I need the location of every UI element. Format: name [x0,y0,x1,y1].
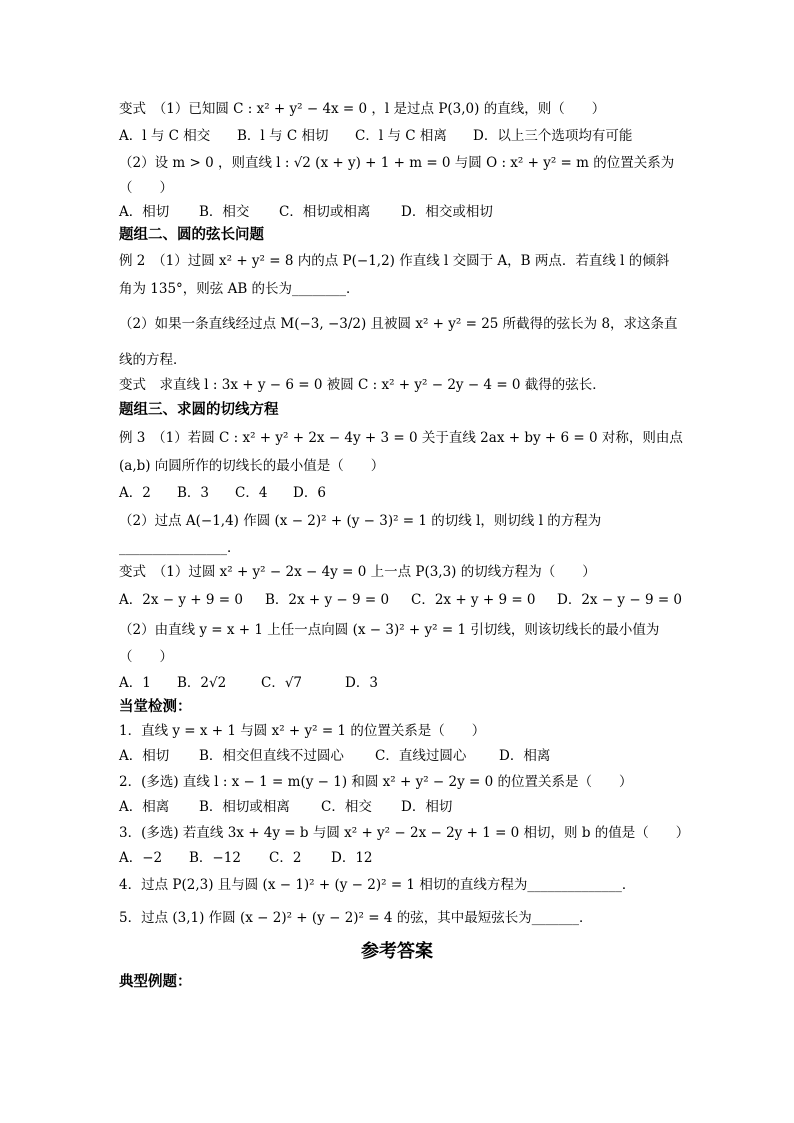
option-c: C．直线过圆心 [375,748,467,764]
answers-subheading: 典型例题： [119,974,192,990]
variant1-q1-options [119,126,632,146]
check-q2: 2．(多选) 直线 l : x − 1 = m(y − 1) 和圆 x² + y² − 2y = 0 的位置关系是（ ） [119,774,633,790]
option-a: A．2x − y + 9 = 0 [119,592,243,608]
example2-line1: 例 2 （1）过圆 x² + y² = 8 内的点 P(−1,2) 作直线 l 交圆于 A，B 两点．若直线 l 的倾斜 [119,253,670,269]
check-q2-options [119,797,452,817]
variant1-q1: 变式 （1）已知圆 C : x² + y² − 4x = 0 ，l 是过点 P(3,0) 的直线，则（ ） [119,101,606,117]
group2-heading: 题组二、圆的弦长问题 [119,227,264,243]
option-b: B．l 与 C 相切 [237,128,329,144]
example3-line2: (a,b) 向圆所作的切线长的最小值是（ ） [119,458,385,474]
option-d: D．6 [293,485,326,501]
group3-heading: 题组三、求圆的切线方程 [119,402,279,418]
option-b: B．−12 [189,850,241,866]
option-c: C．2x + y + 9 = 0 [411,592,536,608]
option-a: A．−2 [119,850,163,866]
answers-title: 参考答案 [361,941,433,962]
group3-variant-q1-options [119,590,682,610]
group2-variant: 变式 求直线 l : 3x + y − 6 = 0 被圆 C : x² + y² − 2y − 4 = 0 截得的弦长． [119,377,606,393]
example3-options [119,483,326,503]
option-a: A．相切 [119,748,170,764]
option-a: A．1 [119,675,151,691]
option-d: D．以上三个选项均有可能 [473,128,633,144]
option-a: A．相离 [119,799,170,815]
check-heading: 当堂检测： [119,699,192,715]
option-b: B．相切或相离 [199,799,290,815]
option-d: D．12 [331,850,373,866]
variant1-q2: （2）设 m > 0 ，则直线 l : √2 (x + y) + 1 + m = 0 与圆 O : x² + y² = m 的位置关系为 [119,155,675,171]
option-b: B．2x + y − 9 = 0 [265,592,390,608]
example3-line1: 例 3 （1）若圆 C : x² + y² + 2x − 4y + 3 = 0 关于直线 2ax + by + 6 = 0 对称，则由点 [119,430,683,446]
option-c: C．l 与 C 相离 [355,128,447,144]
option-a: A．2 [119,485,151,501]
variant1-q2-paren: （ ） [119,180,173,196]
check-q4: 4．过点 P(2,3) 且与圆 (x − 1)² + (y − 2)² = 1 相切的直线方程为______________． [119,877,636,893]
group3-variant-q2: （2）由直线 y = x + 1 上任一点向圆 (x − 3)² + y² = 1 引切线，则该切线长的最小值为 [119,622,660,638]
option-a: A．相切 [119,204,170,220]
option-d: D．相离 [499,748,551,764]
option-c: C．相切或相离 [279,204,371,220]
variant1-q2-options [119,202,493,222]
option-c: C．4 [235,485,268,501]
option-a: A．l 与 C 相交 [119,128,211,144]
example3-q2: （2）过点 A(−1,4) 作圆 (x − 2)² + (y − 3)² = 1 的切线 l，则切线 l 的方程为 [119,513,602,529]
option-d: D．相切 [401,799,453,815]
group3-variant-q2-options [119,673,378,693]
check-q1: 1．直线 y = x + 1 与圆 x² + y² = 1 的位置关系是（ ） [119,723,486,739]
group3-variant-q1: 变式 （1）过圆 x² + y² − 2x − 4y = 0 上一点 P(3,3) 的切线方程为（ ） [119,564,596,580]
example2-q2-line2: 线的方程． [119,352,187,368]
example2-line2: 角为 135°，则弦 AB 的长为________． [119,281,360,297]
group3-variant-q2-paren: （ ） [119,649,173,665]
check-q3-options [119,848,373,868]
example3-q2-blank: ________________． [119,540,241,556]
option-c: C．相交 [321,799,372,815]
check-q1-options [119,746,550,766]
option-b: B．相交 [199,204,250,220]
option-d: D．2x − y − 9 = 0 [557,592,683,608]
option-d: D．相交或相切 [401,204,493,220]
option-b: B．2√2 [177,675,227,691]
option-b: B．3 [177,485,210,501]
option-c: C．2 [269,850,302,866]
option-d: D．3 [345,675,378,691]
option-c: C．√7 [261,675,303,691]
check-q3: 3．(多选) 若直线 3x + 4y = b 与圆 x² + y² − 2x − 2y + 1 = 0 相切，则 b 的值是（ ） [119,825,690,841]
example2-q2-line1: （2）如果一条直线经过点 M(−3, −3/2) 且被圆 x² + y² = 25 所截得的弦长为 8，求这条直 [119,316,678,332]
check-q5: 5．过点 (3,1) 作圆 (x − 2)² + (y − 2)² = 4 的弦，其中最短弦长为_______． [119,910,593,926]
option-b: B．相交但直线不过圆心 [199,748,344,764]
